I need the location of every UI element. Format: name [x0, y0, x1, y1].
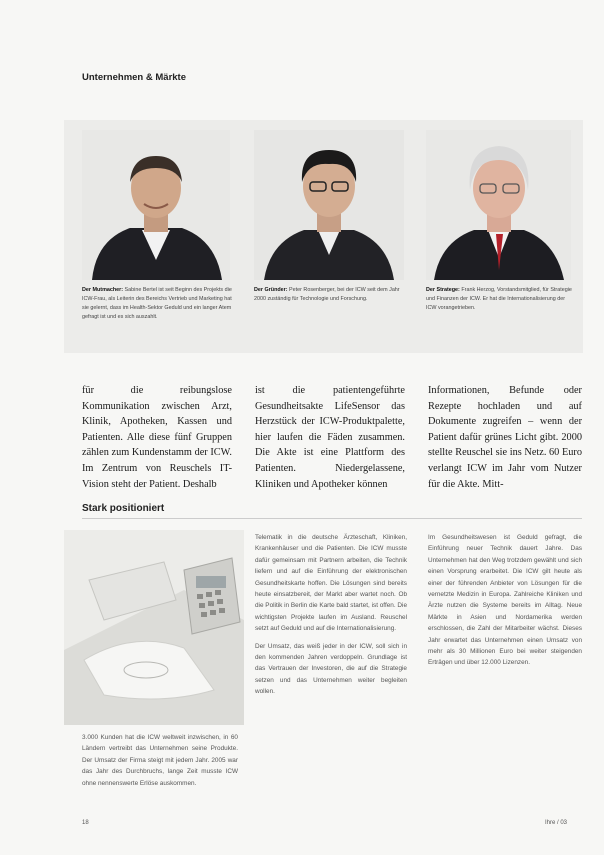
bottom-column-3: Im Gesundheitswesen ist Geduld gefragt, die Einführung neuer Technik dauert Jahre. Das Unternehmen hat den Weg trotzdem gewählt und sich einen Vorsprung erarbeitet. Die ICW gilt heute als einer der führenden Anbieter von Lösungen für die vernetzte Medizin in Europa. Zahlreiche Kliniken und Ärzte nutzen die Systeme bereits im Alltag. Neue Märkte in Asien und Nordamerika werden erschlossen, die Zahl der Mitarbeiter wächst. Dieses Jahr erwartet das Unternehmen einen Umsatz von mehr als 30 Millionen Euro bei weiter steigenden Erträgen und über 12.000 Lizenzen. [428, 534, 582, 667]
section-title: Stark positioniert [82, 503, 165, 514]
portrait-caption-2: Der Gründer: Peter Rosenberger, bei der ICW seit dem Jahr 2000 zuständig für Technologie und Forschung. [254, 287, 400, 302]
product-photo [64, 530, 244, 725]
portrait-band [64, 120, 583, 353]
portrait-photo-3 [426, 130, 571, 280]
bottom-column-1: 3.000 Kunden hat die ICW weltweit inzwischen, in 60 Ländern vertreibt das Unternehmen seine Produkte. Der Umsatz der Firma steigt mit jedem Jahr. 2005 war das Jahr des Durchbruchs, lange Zeit musste ICW ohne nennenswerte Erlöse auskommen. [82, 734, 238, 787]
portrait-caption-3: Der Stratege: Frank Herzog, Vorstandsmitglied, für Strategie und Finanzen der ICW. Er hat die Internationalisierung der ICW vorangetrieben. [426, 287, 572, 311]
page-number: 18 [82, 820, 89, 826]
portrait-photo-2 [254, 130, 404, 280]
portrait-caption-1: Der Mutmacher: Sabine Bertel ist seit Beginn des Projekts die ICW-Frau, als Leiterin des Bereichs Vertrieb und Marketing hat sie gelernt, dass im Health-Sektor Geduld und ein langer Atem gefragt ist und es sich auszahlt. [82, 287, 232, 320]
section-rule [82, 518, 582, 519]
article-column-2: ist die patientengeführte Gesundheitsakte LifeSensor das Herzstück der ICW-Produktpalette, hier laufen die Fäden zusammen. Die Akte ist eine Plattform des Patienten. Niedergelassene, Kliniken und Apotheker können [255, 385, 405, 490]
section-label: Unternehmen & Märkte [82, 72, 186, 83]
article-column-3: Informationen, Befunde oder Rezepte hochladen und auf Dokumente zugreifen – wenn der Patient dafür grünes Licht gibt. 2000 stellte Reuschel sie ins Netz. 60 Euro verlangt ICW im Jahr vom Nutzer für die Akte. Mitt- [428, 385, 582, 490]
bottom-column-2: Telematik in die deutsche Ärzteschaft, Kliniken, Krankenhäuser und die Patienten. Die ICW musste dafür gemeinsam mit Partnern arbeiten, die Technik liefern und auf die Einführung der elektronischen Gesundheitskarte hoffen. Die Lösungen sind bereits heute einsatzbereit, der Markt aber wartet noch. Ob die Politik in Berlin die Karte bald startet, ist offen. Die wichtigsten Projekte laufen im Ausland. Reuschel setzt auf Geduld und auf die Internationalisierung. Der Umsatz, das weiß jeder in der ICW, soll sich in den kommenden Jahren verdoppeln. Grundlage ist das Vertrauen der Investoren, die auf die Strategie setzen und das Unternehmen weiter begleiten wollen. [255, 534, 407, 696]
portrait-photo-1 [82, 130, 230, 280]
article-column-1: für die reibungslose Kommunikation zwischen Arzt, Klinik, Apotheken, Kassen und Patienten. Alle diese fünf Gruppen zählen zum Kundenstamm der ICW. Im Zentrum von Reuschels IT-Vision steht der Patient. Deshalb [82, 385, 232, 490]
magazine-footer: Ihre / 03 [545, 820, 568, 826]
